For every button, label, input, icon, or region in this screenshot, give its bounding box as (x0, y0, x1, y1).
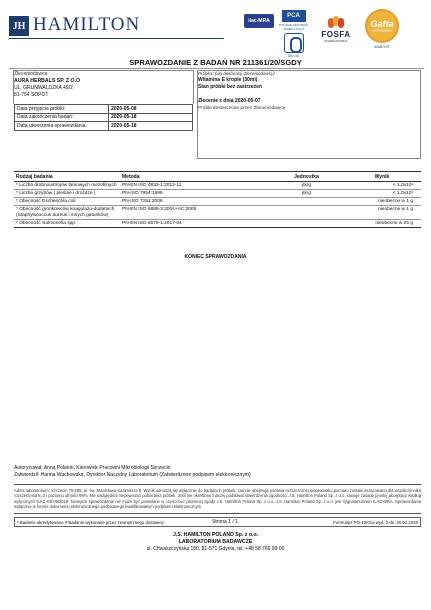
test-name: * Obecność gronkowców koagulazo-dodatnich (Staphylococcus aureus i innych gatunków) (14, 206, 120, 220)
table-row (14, 206, 421, 220)
company-name: J.S. HAMILTON POLAND Sp. z o.o. (172, 532, 259, 538)
pca-logo (277, 10, 310, 58)
sample-box (198, 71, 420, 112)
company-address: ul. Chwaszczyńska 180, 81-571 Gdynia, tel. +48 58 766 99 00 (146, 546, 285, 552)
end-of-report: KONIEC SPRAWOZDANIA (184, 254, 247, 260)
date-value: 2020-05-08 (109, 105, 193, 114)
hamilton-logo-text: HAMILTON (33, 14, 141, 35)
test-result: nieobecne w 25 g (343, 220, 421, 228)
date-row (15, 122, 193, 131)
disclaimer-text: Adres laboratorium: Szczecin 70-605, ul. św. Stanisława Kazimierza 8. Wynik odnoszą się wyłącznie do badanych próbek, zaś nie obejmują podania rozszerzonej niepewności pomiaru zostala oszacowana dla współczynnika rozszerzenia k=2 i poziomu ufności 95%. Nie uwzględnia niepewności pobierania próbek. Jeśli nie określono inaczej podstawa stwierdzenia zgodności J.S. Hamilton Poland Sp. z o.o. stosuje zasadę prostej akceptacji według wytycznych ILAC-G8:09/2019. Niniejsze sprawozdanie nie może być powielane w części bez pisemnej zgody J.S. Hamilton Poland Sp. z o.o. J.S. Hamilton Poland Sp. z o.o. jest sygnatariuszem ILAC-MRA. Sprawozdania wyłącznie w formie dokumentu elektronicznego podpisanego kwalifikowanym podpisem elektronicznym. (14, 488, 421, 509)
client-street: UL. GRUNWALDZKA 49/2 (14, 85, 73, 91)
authorization-block (14, 465, 251, 479)
test-name: * Obecność Escherichia coli (14, 198, 120, 206)
test-name: * Liczba drobnoustrojów tlenowych mezofilnych (14, 182, 120, 190)
test-method: PN-ISO 7954:1999 (120, 190, 270, 198)
accreditation-legend: * Badanie akredytowane # Badanie wykonane przez zewnętrznego dostawcę (17, 519, 164, 525)
table-row (14, 182, 421, 190)
report-title: SPRAWOZDANIE Z BADAŃ NR 211361/20/SGDY (129, 58, 302, 67)
pca-number: AB 019 (287, 54, 300, 58)
date-row (15, 113, 193, 122)
col-header-result: Wynik (343, 172, 421, 182)
test-result: < 1,0x10¹ (343, 190, 421, 198)
client-label: Zleceniodawca (14, 71, 48, 77)
test-method: PN-EN ISO 4833-1:2013-12 (120, 182, 270, 190)
date-label: Data zakończenia badań: (15, 113, 109, 122)
gafta-text: Gafta (370, 19, 394, 29)
test-unit: jtk/g (270, 190, 343, 198)
results-table (14, 171, 421, 228)
col-header-method: Metoda (120, 172, 270, 182)
test-name: * Liczba grzybów ( pleśnie i drożdże ) (14, 190, 120, 198)
authorized-by: Autoryzował: Anna Polanin, Kierownik Pracowni Mikrobiologii Szczecin (14, 465, 171, 471)
footer-info-row (14, 517, 421, 527)
sample-name: Witamina E krople (30ml) (198, 77, 258, 83)
sample-label: Próbka: (wg deklaracji Zleceniodawcy) (198, 71, 275, 76)
col-header-test: Rodzaj badania (14, 172, 120, 182)
client-name: AURA HERBALS SP. Z O.O (14, 78, 81, 84)
fosfa-leaf-icon (326, 16, 346, 30)
pca-mark: PCA (282, 10, 306, 22)
title-divider (9, 68, 424, 69)
test-name: * Obecność Salmonella spp. (14, 220, 120, 228)
fosfa-text: FOSFA (321, 30, 351, 39)
order-date: Zlecenie z dnia 2020-05-07 (198, 98, 261, 104)
test-result: < 1,0x10¹ (343, 182, 421, 190)
dates-table (14, 104, 193, 131)
test-result: nieobecne w 1 g (343, 198, 421, 206)
test-unit (270, 198, 343, 206)
client-box (14, 71, 193, 99)
date-label: Data przyjęcia próbki: (15, 105, 109, 114)
fosfa-logo (316, 16, 356, 43)
table-row (14, 220, 421, 228)
test-unit (270, 206, 343, 220)
gafta-subtitle: APPROVED (372, 29, 392, 33)
date-row (15, 105, 193, 114)
client-city: 81-754 SOPOT (14, 92, 49, 98)
footer-divider-bottom (14, 513, 421, 514)
page-number: Strona 1 / 1 (212, 519, 238, 525)
logo-underline (9, 38, 224, 39)
date-value: 2020-05-18 (109, 122, 193, 131)
results-header-row (14, 172, 421, 182)
sample-state: Stan próbki bez zastrzeżeń (198, 84, 262, 90)
date-value: 2020-05-18 (109, 113, 193, 122)
col-header-unit: Jednostka (270, 172, 343, 182)
test-method: PN-ISO 7251:2006 (120, 198, 270, 206)
form-number: Formularz PO-10/01a wyd. 2 dn. 20.01.2020 (333, 519, 418, 525)
pca-badge-icon (284, 33, 304, 53)
sample-delivery-note: Próbki dostarczone przez Zleceniodawcę (198, 106, 286, 111)
fosfa-subtitle: INTERNATIONAL (324, 39, 348, 43)
test-unit (270, 220, 343, 228)
laboratory-name: LABORATORIUM BADAWCZE (178, 539, 253, 545)
approved-by: Zatwierdził: Hanna Wachowska, Dyrektor Naczelny Laboratorium (Zatwierdzone podpisem elektronicznym) (14, 472, 251, 478)
test-result: nieobecne w 1 g (343, 206, 421, 220)
footer-divider-top (14, 484, 421, 485)
table-row (14, 190, 421, 198)
pca-subtitle: POLSKIE CENTRUM AKREDYTACJI (279, 23, 308, 31)
hamilton-logo-mark: JH (9, 16, 29, 36)
table-row (14, 198, 421, 206)
gafta-analyst-label: ANALYST (374, 45, 390, 49)
test-unit: jtk/g (270, 182, 343, 190)
test-method: PN-EN ISO 6888-3:2004+AC:2005 (120, 206, 270, 220)
test-method: PN-EN ISO 6579-1:2017-04 (120, 220, 270, 228)
gafta-logo (365, 9, 399, 43)
date-label: Data utworzenia sprawozdania: (15, 122, 109, 131)
ilac-mra-badge: ilac-MRA (244, 14, 274, 28)
